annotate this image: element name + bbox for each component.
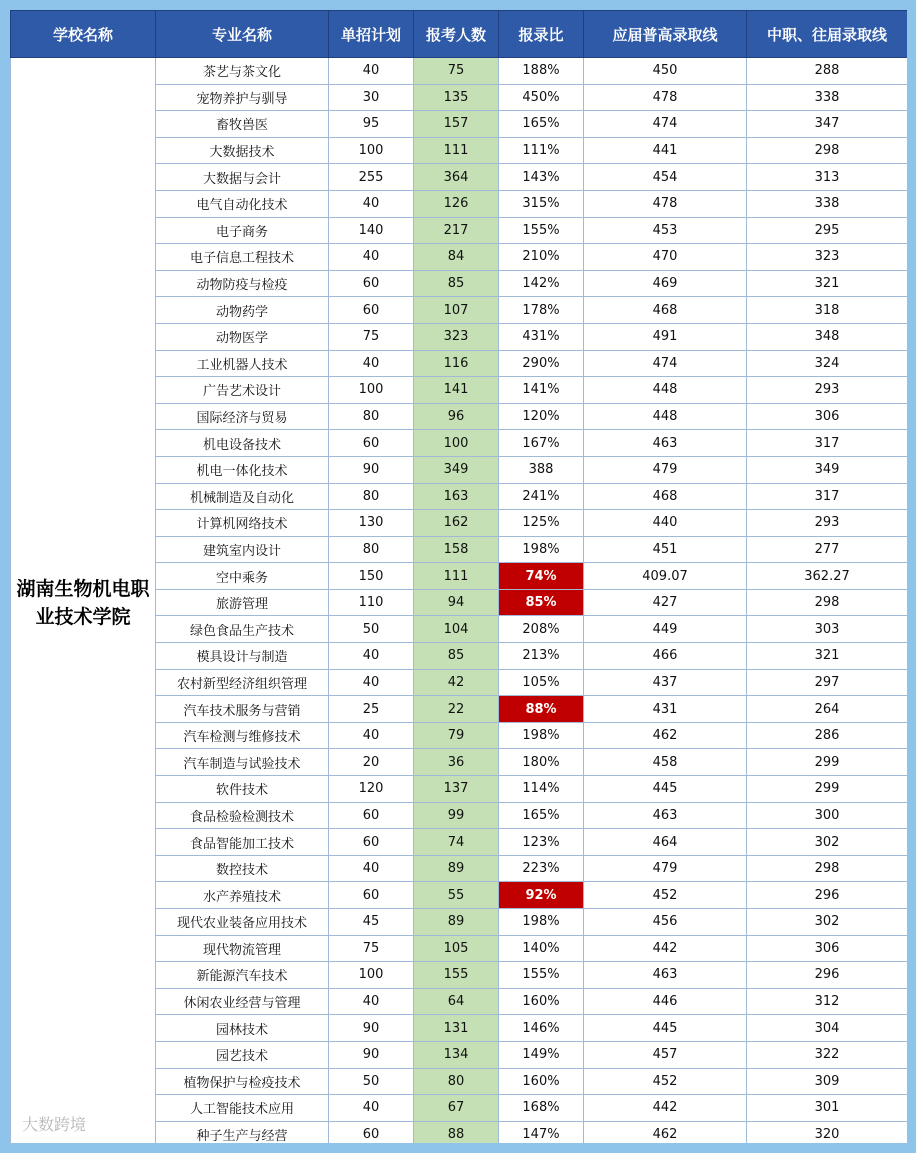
plan-cell: 25 bbox=[329, 696, 414, 723]
general-score-cell: 462 bbox=[584, 722, 747, 749]
general-score-cell: 449 bbox=[584, 616, 747, 643]
major-cell: 电气自动化技术 bbox=[156, 190, 329, 217]
ratio-cell: 168% bbox=[499, 1095, 584, 1122]
plan-cell: 150 bbox=[329, 563, 414, 590]
header-plan: 单招计划 bbox=[329, 11, 414, 58]
general-score-cell: 479 bbox=[584, 855, 747, 882]
major-cell: 汽车检测与维修技术 bbox=[156, 722, 329, 749]
ratio-cell: 143% bbox=[499, 164, 584, 191]
general-score-cell: 431 bbox=[584, 696, 747, 723]
major-cell: 茶艺与茶文化 bbox=[156, 58, 329, 85]
major-cell: 新能源汽车技术 bbox=[156, 962, 329, 989]
applicants-cell: 137 bbox=[414, 776, 499, 803]
general-score-cell: 451 bbox=[584, 536, 747, 563]
plan-cell: 60 bbox=[329, 1121, 414, 1143]
general-score-cell: 478 bbox=[584, 84, 747, 111]
general-score-cell: 456 bbox=[584, 909, 747, 936]
major-cell: 汽车技术服务与营销 bbox=[156, 696, 329, 723]
plan-cell: 80 bbox=[329, 483, 414, 510]
ratio-cell: 114% bbox=[499, 776, 584, 803]
vocational-score-cell: 298 bbox=[747, 137, 908, 164]
major-cell: 现代农业装备应用技术 bbox=[156, 909, 329, 936]
general-score-cell: 442 bbox=[584, 935, 747, 962]
plan-cell: 90 bbox=[329, 456, 414, 483]
applicants-cell: 94 bbox=[414, 589, 499, 616]
vocational-score-cell: 320 bbox=[747, 1121, 908, 1143]
applicants-cell: 116 bbox=[414, 350, 499, 377]
ratio-cell: 111% bbox=[499, 137, 584, 164]
header-vocational-score: 中职、往届录取线 bbox=[747, 11, 908, 58]
vocational-score-cell: 299 bbox=[747, 749, 908, 776]
vocational-score-cell: 295 bbox=[747, 217, 908, 244]
vocational-score-cell: 301 bbox=[747, 1095, 908, 1122]
general-score-cell: 468 bbox=[584, 297, 747, 324]
vocational-score-cell: 347 bbox=[747, 111, 908, 138]
applicants-cell: 134 bbox=[414, 1041, 499, 1068]
general-score-cell: 442 bbox=[584, 1095, 747, 1122]
major-cell: 农村新型经济组织管理 bbox=[156, 669, 329, 696]
ratio-cell: 241% bbox=[499, 483, 584, 510]
vocational-score-cell: 306 bbox=[747, 935, 908, 962]
general-score-cell: 468 bbox=[584, 483, 747, 510]
general-score-cell: 437 bbox=[584, 669, 747, 696]
plan-cell: 40 bbox=[329, 669, 414, 696]
plan-cell: 40 bbox=[329, 643, 414, 670]
plan-cell: 75 bbox=[329, 323, 414, 350]
major-cell: 现代物流管理 bbox=[156, 935, 329, 962]
general-score-cell: 409.07 bbox=[584, 563, 747, 590]
ratio-cell: 431% bbox=[499, 323, 584, 350]
major-cell: 广告艺术设计 bbox=[156, 377, 329, 404]
general-score-cell: 478 bbox=[584, 190, 747, 217]
admission-table bbox=[10, 10, 907, 1143]
applicants-cell: 158 bbox=[414, 536, 499, 563]
applicants-cell: 126 bbox=[414, 190, 499, 217]
major-cell: 电子信息工程技术 bbox=[156, 244, 329, 271]
ratio-cell: 149% bbox=[499, 1041, 584, 1068]
plan-cell: 75 bbox=[329, 935, 414, 962]
ratio-cell: 223% bbox=[499, 855, 584, 882]
applicants-cell: 75 bbox=[414, 58, 499, 85]
table-body bbox=[11, 58, 908, 1144]
plan-cell: 60 bbox=[329, 829, 414, 856]
general-score-cell: 427 bbox=[584, 589, 747, 616]
plan-cell: 60 bbox=[329, 430, 414, 457]
ratio-cell: 198% bbox=[499, 909, 584, 936]
general-score-cell: 474 bbox=[584, 350, 747, 377]
vocational-score-cell: 300 bbox=[747, 802, 908, 829]
applicants-cell: 42 bbox=[414, 669, 499, 696]
applicants-cell: 64 bbox=[414, 988, 499, 1015]
plan-cell: 20 bbox=[329, 749, 414, 776]
major-cell: 模具设计与制造 bbox=[156, 643, 329, 670]
ratio-cell: 160% bbox=[499, 988, 584, 1015]
general-score-cell: 457 bbox=[584, 1041, 747, 1068]
major-cell: 汽车制造与试验技术 bbox=[156, 749, 329, 776]
plan-cell: 60 bbox=[329, 802, 414, 829]
general-score-cell: 466 bbox=[584, 643, 747, 670]
plan-cell: 40 bbox=[329, 722, 414, 749]
vocational-score-cell: 288 bbox=[747, 58, 908, 85]
major-cell: 食品智能加工技术 bbox=[156, 829, 329, 856]
admission-table-frame bbox=[10, 10, 907, 1143]
general-score-cell: 479 bbox=[584, 456, 747, 483]
ratio-cell: 155% bbox=[499, 962, 584, 989]
plan-cell: 110 bbox=[329, 589, 414, 616]
applicants-cell: 111 bbox=[414, 563, 499, 590]
vocational-score-cell: 302 bbox=[747, 829, 908, 856]
general-score-cell: 448 bbox=[584, 403, 747, 430]
major-cell: 数控技术 bbox=[156, 855, 329, 882]
header-school: 学校名称 bbox=[11, 11, 156, 58]
ratio-cell: 155% bbox=[499, 217, 584, 244]
ratio-cell: 165% bbox=[499, 111, 584, 138]
major-cell: 食品检验检测技术 bbox=[156, 802, 329, 829]
vocational-score-cell: 323 bbox=[747, 244, 908, 271]
general-score-cell: 453 bbox=[584, 217, 747, 244]
vocational-score-cell: 264 bbox=[747, 696, 908, 723]
vocational-score-cell: 338 bbox=[747, 190, 908, 217]
vocational-score-cell: 317 bbox=[747, 430, 908, 457]
applicants-cell: 79 bbox=[414, 722, 499, 749]
plan-cell: 40 bbox=[329, 350, 414, 377]
ratio-cell: 450% bbox=[499, 84, 584, 111]
vocational-score-cell: 321 bbox=[747, 270, 908, 297]
major-cell: 园艺技术 bbox=[156, 1041, 329, 1068]
applicants-cell: 163 bbox=[414, 483, 499, 510]
plan-cell: 40 bbox=[329, 1095, 414, 1122]
major-cell: 动物防疫与检疫 bbox=[156, 270, 329, 297]
plan-cell: 40 bbox=[329, 988, 414, 1015]
vocational-score-cell: 303 bbox=[747, 616, 908, 643]
general-score-cell: 452 bbox=[584, 882, 747, 909]
applicants-cell: 162 bbox=[414, 510, 499, 537]
applicants-cell: 111 bbox=[414, 137, 499, 164]
plan-cell: 90 bbox=[329, 1041, 414, 1068]
ratio-cell: 105% bbox=[499, 669, 584, 696]
applicants-cell: 96 bbox=[414, 403, 499, 430]
vocational-score-cell: 324 bbox=[747, 350, 908, 377]
school-name-cell: 湖南生物机电职业技术学院 bbox=[11, 58, 156, 1144]
general-score-cell: 463 bbox=[584, 802, 747, 829]
vocational-score-cell: 362.27 bbox=[747, 563, 908, 590]
applicants-cell: 89 bbox=[414, 855, 499, 882]
plan-cell: 45 bbox=[329, 909, 414, 936]
plan-cell: 95 bbox=[329, 111, 414, 138]
major-cell: 动物药学 bbox=[156, 297, 329, 324]
plan-cell: 255 bbox=[329, 164, 414, 191]
applicants-cell: 323 bbox=[414, 323, 499, 350]
watermark: 大数跨境 bbox=[22, 1115, 87, 1134]
plan-cell: 140 bbox=[329, 217, 414, 244]
major-cell: 计算机网络技术 bbox=[156, 510, 329, 537]
applicants-cell: 135 bbox=[414, 84, 499, 111]
applicants-cell: 74 bbox=[414, 829, 499, 856]
applicants-cell: 141 bbox=[414, 377, 499, 404]
header-applicants: 报考人数 bbox=[414, 11, 499, 58]
plan-cell: 100 bbox=[329, 962, 414, 989]
ratio-cell: 315% bbox=[499, 190, 584, 217]
applicants-cell: 84 bbox=[414, 244, 499, 271]
ratio-cell: 125% bbox=[499, 510, 584, 537]
major-cell: 园林技术 bbox=[156, 1015, 329, 1042]
major-cell: 工业机器人技术 bbox=[156, 350, 329, 377]
ratio-cell: 142% bbox=[499, 270, 584, 297]
major-cell: 电子商务 bbox=[156, 217, 329, 244]
major-cell: 动物医学 bbox=[156, 323, 329, 350]
applicants-cell: 217 bbox=[414, 217, 499, 244]
header-general-score: 应届普高录取线 bbox=[584, 11, 747, 58]
vocational-score-cell: 277 bbox=[747, 536, 908, 563]
vocational-score-cell: 293 bbox=[747, 510, 908, 537]
plan-cell: 30 bbox=[329, 84, 414, 111]
major-cell: 软件技术 bbox=[156, 776, 329, 803]
major-cell: 种子生产与经营 bbox=[156, 1121, 329, 1143]
general-score-cell: 445 bbox=[584, 1015, 747, 1042]
general-score-cell: 445 bbox=[584, 776, 747, 803]
vocational-score-cell: 349 bbox=[747, 456, 908, 483]
plan-cell: 60 bbox=[329, 270, 414, 297]
applicants-cell: 131 bbox=[414, 1015, 499, 1042]
major-cell: 水产养殖技术 bbox=[156, 882, 329, 909]
vocational-score-cell: 338 bbox=[747, 84, 908, 111]
general-score-cell: 463 bbox=[584, 430, 747, 457]
ratio-cell: 208% bbox=[499, 616, 584, 643]
plan-cell: 40 bbox=[329, 58, 414, 85]
plan-cell: 120 bbox=[329, 776, 414, 803]
applicants-cell: 99 bbox=[414, 802, 499, 829]
general-score-cell: 446 bbox=[584, 988, 747, 1015]
major-cell: 大数据技术 bbox=[156, 137, 329, 164]
ratio-cell: 88% bbox=[499, 696, 584, 723]
plan-cell: 80 bbox=[329, 536, 414, 563]
ratio-cell: 180% bbox=[499, 749, 584, 776]
general-score-cell: 463 bbox=[584, 962, 747, 989]
plan-cell: 40 bbox=[329, 244, 414, 271]
major-cell: 绿色食品生产技术 bbox=[156, 616, 329, 643]
general-score-cell: 462 bbox=[584, 1121, 747, 1143]
vocational-score-cell: 348 bbox=[747, 323, 908, 350]
major-cell: 国际经济与贸易 bbox=[156, 403, 329, 430]
vocational-score-cell: 298 bbox=[747, 589, 908, 616]
applicants-cell: 85 bbox=[414, 270, 499, 297]
ratio-cell: 210% bbox=[499, 244, 584, 271]
plan-cell: 60 bbox=[329, 882, 414, 909]
ratio-cell: 198% bbox=[499, 536, 584, 563]
general-score-cell: 454 bbox=[584, 164, 747, 191]
applicants-cell: 104 bbox=[414, 616, 499, 643]
ratio-cell: 178% bbox=[499, 297, 584, 324]
ratio-cell: 167% bbox=[499, 430, 584, 457]
plan-cell: 50 bbox=[329, 1068, 414, 1095]
ratio-cell: 74% bbox=[499, 563, 584, 590]
ratio-cell: 120% bbox=[499, 403, 584, 430]
general-score-cell: 452 bbox=[584, 1068, 747, 1095]
vocational-score-cell: 304 bbox=[747, 1015, 908, 1042]
ratio-cell: 146% bbox=[499, 1015, 584, 1042]
general-score-cell: 474 bbox=[584, 111, 747, 138]
applicants-cell: 89 bbox=[414, 909, 499, 936]
ratio-cell: 188% bbox=[499, 58, 584, 85]
ratio-cell: 388 bbox=[499, 456, 584, 483]
applicants-cell: 85 bbox=[414, 643, 499, 670]
ratio-cell: 140% bbox=[499, 935, 584, 962]
major-cell: 机电设备技术 bbox=[156, 430, 329, 457]
general-score-cell: 464 bbox=[584, 829, 747, 856]
ratio-cell: 141% bbox=[499, 377, 584, 404]
major-cell: 机电一体化技术 bbox=[156, 456, 329, 483]
ratio-cell: 198% bbox=[499, 722, 584, 749]
vocational-score-cell: 309 bbox=[747, 1068, 908, 1095]
header-major: 专业名称 bbox=[156, 11, 329, 58]
major-cell: 大数据与会计 bbox=[156, 164, 329, 191]
major-cell: 人工智能技术应用 bbox=[156, 1095, 329, 1122]
major-cell: 休闲农业经营与管理 bbox=[156, 988, 329, 1015]
ratio-cell: 123% bbox=[499, 829, 584, 856]
major-cell: 畜牧兽医 bbox=[156, 111, 329, 138]
table-row bbox=[11, 58, 908, 85]
applicants-cell: 107 bbox=[414, 297, 499, 324]
applicants-cell: 22 bbox=[414, 696, 499, 723]
header-ratio: 报录比 bbox=[499, 11, 584, 58]
plan-cell: 80 bbox=[329, 403, 414, 430]
ratio-cell: 85% bbox=[499, 589, 584, 616]
plan-cell: 50 bbox=[329, 616, 414, 643]
general-score-cell: 450 bbox=[584, 58, 747, 85]
applicants-cell: 80 bbox=[414, 1068, 499, 1095]
vocational-score-cell: 322 bbox=[747, 1041, 908, 1068]
plan-cell: 40 bbox=[329, 855, 414, 882]
vocational-score-cell: 286 bbox=[747, 722, 908, 749]
vocational-score-cell: 296 bbox=[747, 882, 908, 909]
applicants-cell: 105 bbox=[414, 935, 499, 962]
major-cell: 空中乘务 bbox=[156, 563, 329, 590]
applicants-cell: 157 bbox=[414, 111, 499, 138]
general-score-cell: 491 bbox=[584, 323, 747, 350]
applicants-cell: 67 bbox=[414, 1095, 499, 1122]
major-cell: 旅游管理 bbox=[156, 589, 329, 616]
general-score-cell: 470 bbox=[584, 244, 747, 271]
vocational-score-cell: 299 bbox=[747, 776, 908, 803]
plan-cell: 100 bbox=[329, 377, 414, 404]
vocational-score-cell: 297 bbox=[747, 669, 908, 696]
general-score-cell: 440 bbox=[584, 510, 747, 537]
major-cell: 植物保护与检疫技术 bbox=[156, 1068, 329, 1095]
applicants-cell: 349 bbox=[414, 456, 499, 483]
general-score-cell: 469 bbox=[584, 270, 747, 297]
general-score-cell: 441 bbox=[584, 137, 747, 164]
plan-cell: 40 bbox=[329, 190, 414, 217]
vocational-score-cell: 296 bbox=[747, 962, 908, 989]
vocational-score-cell: 318 bbox=[747, 297, 908, 324]
ratio-cell: 92% bbox=[499, 882, 584, 909]
plan-cell: 100 bbox=[329, 137, 414, 164]
vocational-score-cell: 293 bbox=[747, 377, 908, 404]
ratio-cell: 160% bbox=[499, 1068, 584, 1095]
major-cell: 机械制造及自动化 bbox=[156, 483, 329, 510]
vocational-score-cell: 302 bbox=[747, 909, 908, 936]
applicants-cell: 364 bbox=[414, 164, 499, 191]
general-score-cell: 458 bbox=[584, 749, 747, 776]
ratio-cell: 147% bbox=[499, 1121, 584, 1143]
vocational-score-cell: 306 bbox=[747, 403, 908, 430]
ratio-cell: 213% bbox=[499, 643, 584, 670]
applicants-cell: 155 bbox=[414, 962, 499, 989]
applicants-cell: 88 bbox=[414, 1121, 499, 1143]
vocational-score-cell: 317 bbox=[747, 483, 908, 510]
ratio-cell: 165% bbox=[499, 802, 584, 829]
plan-cell: 130 bbox=[329, 510, 414, 537]
vocational-score-cell: 313 bbox=[747, 164, 908, 191]
plan-cell: 90 bbox=[329, 1015, 414, 1042]
vocational-score-cell: 321 bbox=[747, 643, 908, 670]
applicants-cell: 100 bbox=[414, 430, 499, 457]
vocational-score-cell: 312 bbox=[747, 988, 908, 1015]
general-score-cell: 448 bbox=[584, 377, 747, 404]
major-cell: 建筑室内设计 bbox=[156, 536, 329, 563]
applicants-cell: 55 bbox=[414, 882, 499, 909]
major-cell: 宠物养护与驯导 bbox=[156, 84, 329, 111]
applicants-cell: 36 bbox=[414, 749, 499, 776]
header-row bbox=[11, 11, 908, 58]
plan-cell: 60 bbox=[329, 297, 414, 324]
ratio-cell: 290% bbox=[499, 350, 584, 377]
vocational-score-cell: 298 bbox=[747, 855, 908, 882]
